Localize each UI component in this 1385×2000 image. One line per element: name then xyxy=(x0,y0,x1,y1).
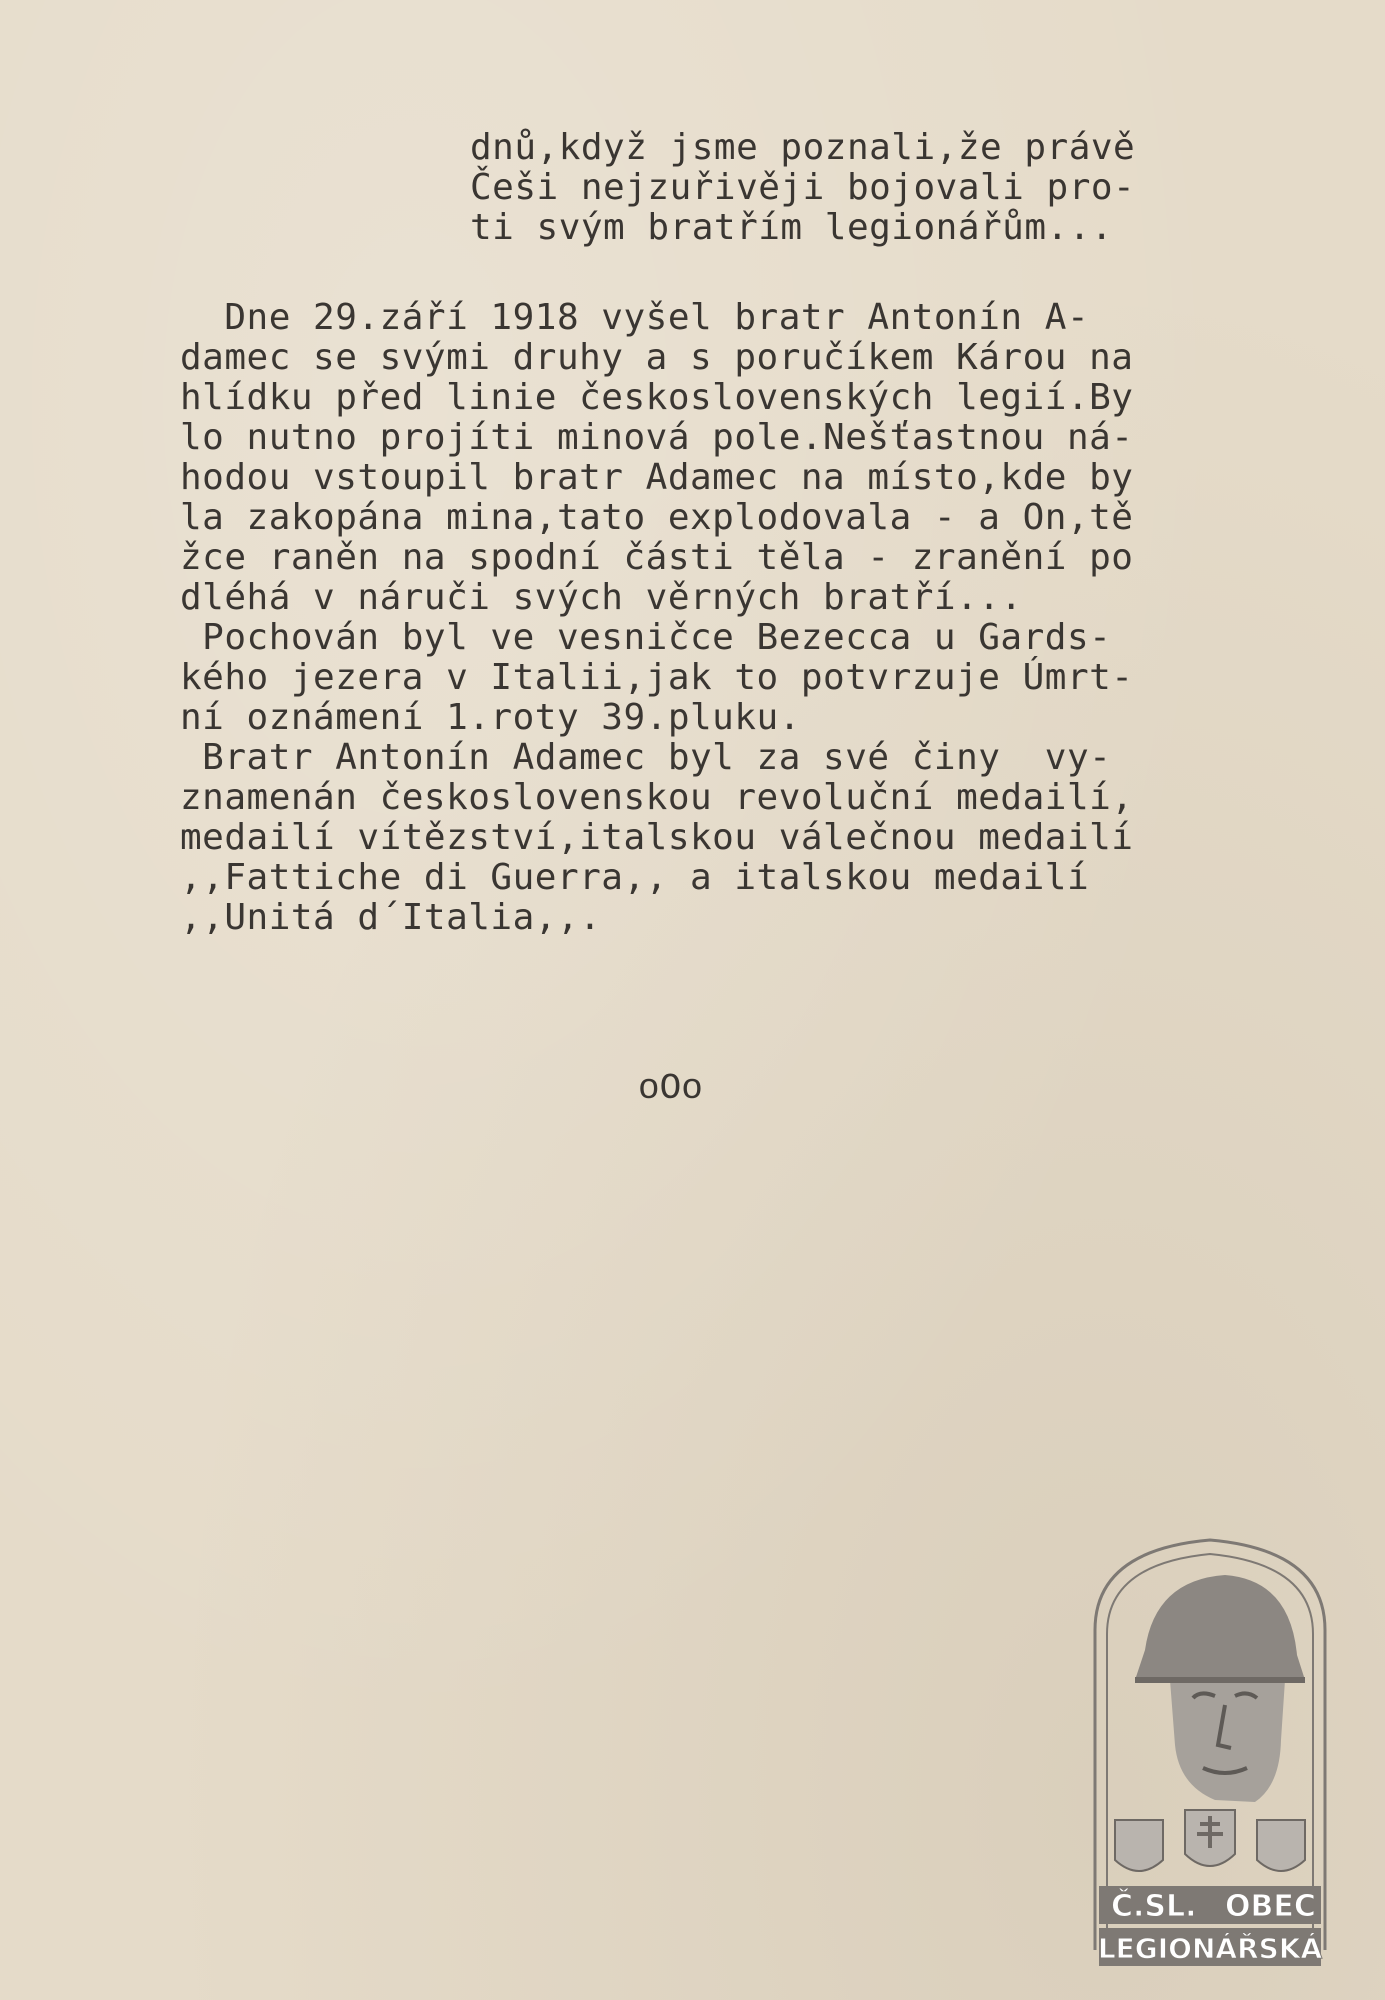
text-line: žce raněn na spodní části těla - zranění po xyxy=(180,537,1134,578)
text-line: lo nutno projíti minová pole.Nešťastnou ná- xyxy=(180,417,1134,458)
text-line: Pochován byl ve vesničce Bezecca u Gards- xyxy=(180,617,1112,658)
text-line: dléhá v náruči svých věrných bratří... xyxy=(180,577,1023,618)
text-line: Češi nejzuřivěji bojovali pro- xyxy=(470,167,1136,208)
intro-paragraph xyxy=(470,128,1135,248)
text-line: Dne 29.září 1918 vyšel bratr Antonín A- xyxy=(180,297,1090,338)
stamp-text-left: Č.SL. xyxy=(1111,1889,1197,1924)
text-line: znamenán československou revoluční medailí, xyxy=(180,777,1134,818)
text-line: Bratr Antonín Adamec byl za své činy vy- xyxy=(180,737,1112,778)
text-line: hlídku před linie československých legií.By xyxy=(180,377,1134,418)
text-line: ,,Fattiche di Guerra,, a italskou medailí xyxy=(180,857,1090,898)
coat-of-arms-icon xyxy=(1115,1810,1305,1871)
text-line: la zakopána mina,tato explodovala - a On,tě xyxy=(180,497,1134,538)
text-line: dnů,když jsme poznali,že právě xyxy=(470,127,1136,168)
text-line: kého jezera v Italii,jak to potvrzuje Úmrt- xyxy=(180,657,1134,698)
text-line: ti svým bratřím legionářům... xyxy=(470,207,1114,248)
stamp-text-right: OBEC xyxy=(1225,1889,1316,1924)
legion-association-stamp xyxy=(1075,1530,1345,1970)
body-text xyxy=(180,298,1133,938)
text-line: hodou vstoupil bratr Adamec na místo,kde by xyxy=(180,457,1134,498)
soldier-emblem-icon xyxy=(1135,1575,1305,1802)
stamp-text-bottom: LEGIONÁŘSKÁ xyxy=(1097,1932,1323,1965)
text-line: medailí vítězství,italskou válečnou medailí xyxy=(180,817,1134,858)
text-line: ní oznámení 1.roty 39.pluku. xyxy=(180,697,801,738)
text-line: ,,Unitá d´Italia,,. xyxy=(180,897,602,938)
text-line: damec se svými druhy a s poručíkem Károu na xyxy=(180,337,1134,378)
end-mark: oOo xyxy=(638,1068,703,1109)
